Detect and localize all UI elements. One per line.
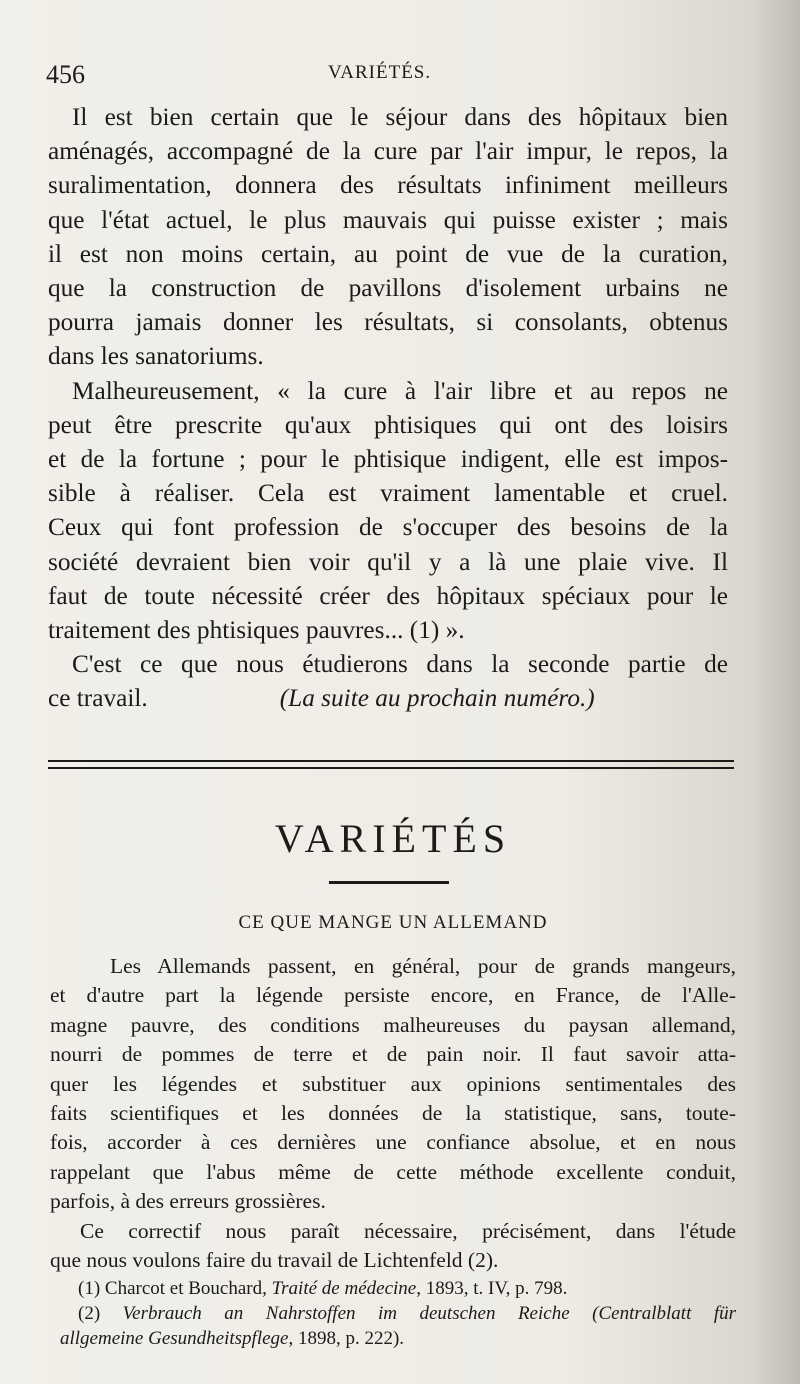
running-title: VARIÉTÉS. [328,62,432,83]
text-line: que nous voulons faire du travail de Lichtenfeld (2). [50,1248,499,1273]
text-line: suralimentation, donnera des résultats infiniment meilleurs [48,171,728,200]
text-line: peut être prescrite qu'aux phtisiques qui ont des loisirs [48,410,728,439]
text-line: Malheureusement, « la cure à l'air libre et au repos ne [72,376,728,405]
footnotes [60,1276,736,1351]
text-line: Il est bien certain que le séjour dans des hôpitaux bien [72,103,728,131]
article-subtitle: CE QUE MANGE UN ALLEMAND [238,912,548,933]
text-line: quer les légendes et substituer aux opinions sentimentales des [50,1071,736,1096]
text-line: société devraient bien voir qu'il y a là une plaie vive. Il [48,547,728,576]
footnote-journal: allgemeine Gesundheitspflege [60,1328,289,1349]
text-line: sible à réaliser. Cela est vraiment lamentable et cruel. [48,479,728,508]
text-line: magne pauvre, des conditions malheureuses du paysan allemand, [50,1012,736,1037]
text-line: faits scientifiques et les données de la statistique, sans, toute- [50,1101,736,1126]
text-line: traitement des phtisiques pauvres... (1) ». [48,616,465,645]
text-line: nourri de pommes de terre et de pain noir. Il faut savoir atta- [50,1042,736,1067]
article-continuation [48,100,728,716]
text-line: dans les sanatoriums. [48,342,264,371]
footnote-2-cont [60,1326,736,1351]
title-underline [329,881,449,884]
footnote-text: (1) Charcot et Bouchard, [78,1278,267,1299]
text-line: et d'autre part la légende persiste encore, en France, de l'Alle- [50,983,736,1008]
text-line: fois, accorder à ces dernières une confiance absolue, et en nous [50,1130,736,1155]
section-title: VARIÉTÉS [274,816,512,861]
divider-rule [48,760,734,762]
footnote-1 [60,1276,736,1301]
text-line: aménagés, accompagné de la cure par l'air impur, le repos, la [48,137,728,166]
article-body [50,952,736,1275]
footnote-title: Verbrauch an Nahrstoffen im deutschen Reiche [122,1303,570,1324]
text-line: C'est ce que nous étudierons dans la seconde partie de [72,650,728,679]
footnote-journal: (Centralblatt für [592,1303,737,1324]
text-line: Ce correctif nous paraît nécessaire, précisément, dans l'étude [80,1218,736,1243]
text-line: il est non moins certain, au point de vue de la curation, [48,239,728,268]
text-line: parfois, à des erreurs grossières. [50,1189,326,1214]
footnote-text: (2) [78,1303,101,1324]
text-line: Les Allemands passent, en général, pour de grands mangeurs, [110,954,736,978]
text-line: et de la fortune ; pour le phtisique indigent, elle est impos- [48,445,728,474]
text-line: rappelant que l'abus même de cette méthode excellente conduit, [50,1159,736,1184]
text-line: Ceux qui font profession de s'occuper des besoins de la [48,513,728,542]
text-line: pourra jamais donner les résultats, si consolants, obtenus [48,308,728,337]
footnote-title: Traité de médecine [271,1278,417,1299]
last-line-start: ce travail. [48,684,148,713]
divider-rule [48,767,734,769]
page-header [46,60,736,94]
text-line [48,681,728,715]
text-line: que la construction de pavillons d'isolement urbains ne [48,274,728,303]
footnote-2 [60,1301,736,1326]
footnote-text: , 1898, p. 222). [288,1328,405,1349]
continuation-note: (La suite au prochain numéro.) [279,684,595,713]
text-line: que l'état actuel, le plus mauvais qui puisse exister ; mais [48,205,728,234]
text-line: faut de toute nécessité créer des hôpitaux spéciaux pour le [48,581,728,610]
footnote-text: , 1893, t. IV, p. 798. [416,1278,568,1299]
page-number: 456 [46,60,85,89]
